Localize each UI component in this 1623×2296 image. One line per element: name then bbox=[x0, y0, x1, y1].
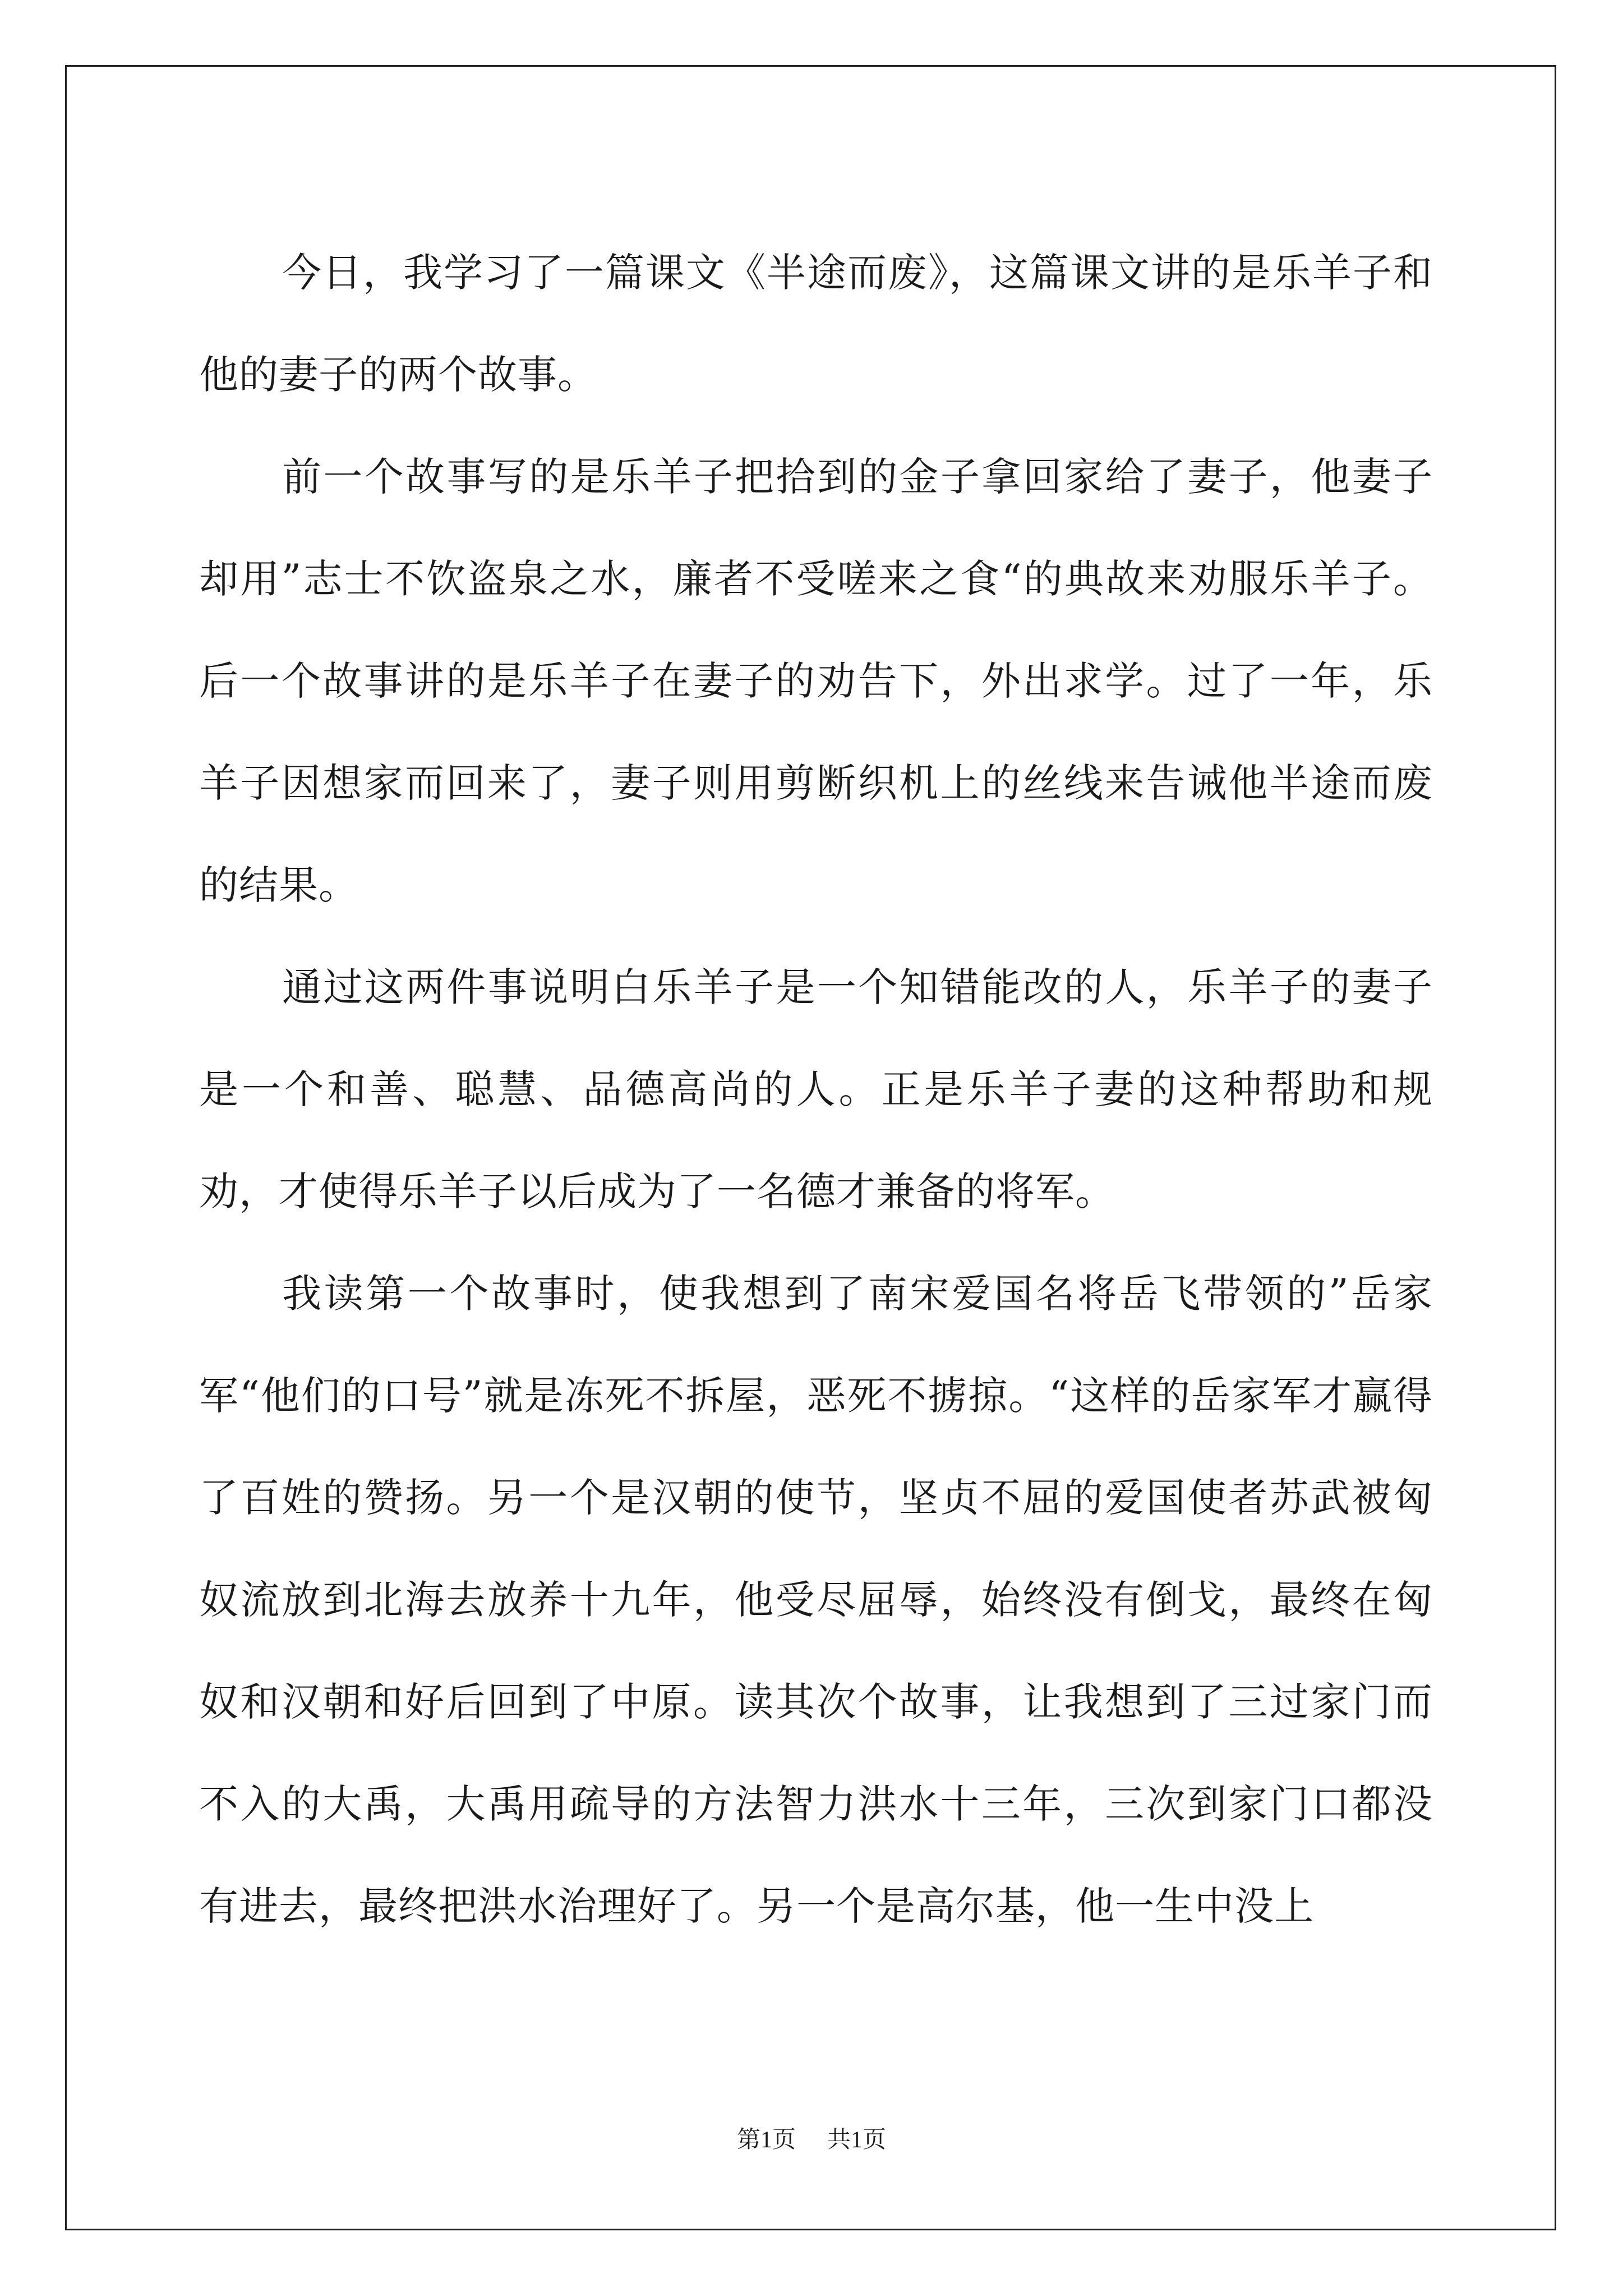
paragraph-4: 我读第一个故事时，使我想到了南宋爱国名将岳飞带领的”岳家军“他们的口号”就是冻死不拆屋，恶死不掳掠。“这样的岳家军才赢得了百姓的赞扬。另一个是汉朝的使节，坚贞不屈的爱国使者苏武被匈奴流放到北海去放养十九年，他受尽屈辱，始终没有倒戈，最终在匈奴和汉朝和好后回到了中原。读其次个故事，让我想到了三过家门而不入的大禹，大禹用疏导的方法智力洪水十三年，三次到家门口都没有进去，最终把洪水治理好了。另一个是高尔基，他一生中没上 bbox=[199, 1271, 1433, 1929]
page-number: 第1页 bbox=[736, 2127, 796, 2153]
body-text bbox=[199, 222, 1433, 1957]
page-total: 共1页 bbox=[827, 2127, 887, 2153]
paragraph-2: 前一个故事写的是乐羊子把拾到的金子拿回家给了妻子，他妻子却用”志士不饮盗泉之水，廉者不受嗟来之食“的典故来劝服乐羊子。后一个故事讲的是乐羊子在妻子的劝告下，外出求学。过了一年，乐羊子因想家而回来了，妻子则用剪断织机上的丝线来告诫他半途而废的结果。 bbox=[199, 454, 1433, 908]
page-footer bbox=[0, 2123, 1623, 2157]
paragraph-1: 今日，我学习了一篇课文《半途而废》，这篇课文讲的是乐羊子和他的妻子的两个故事。 bbox=[199, 250, 1433, 398]
paragraph-3: 通过这两件事说明白乐羊子是一个知错能改的人，乐羊子的妻子是一个和善、聪慧、品德高尚的人。正是乐羊子妻的这种帮助和规劝，才使得乐羊子以后成为了一名德才兼备的将军。 bbox=[199, 964, 1433, 1214]
